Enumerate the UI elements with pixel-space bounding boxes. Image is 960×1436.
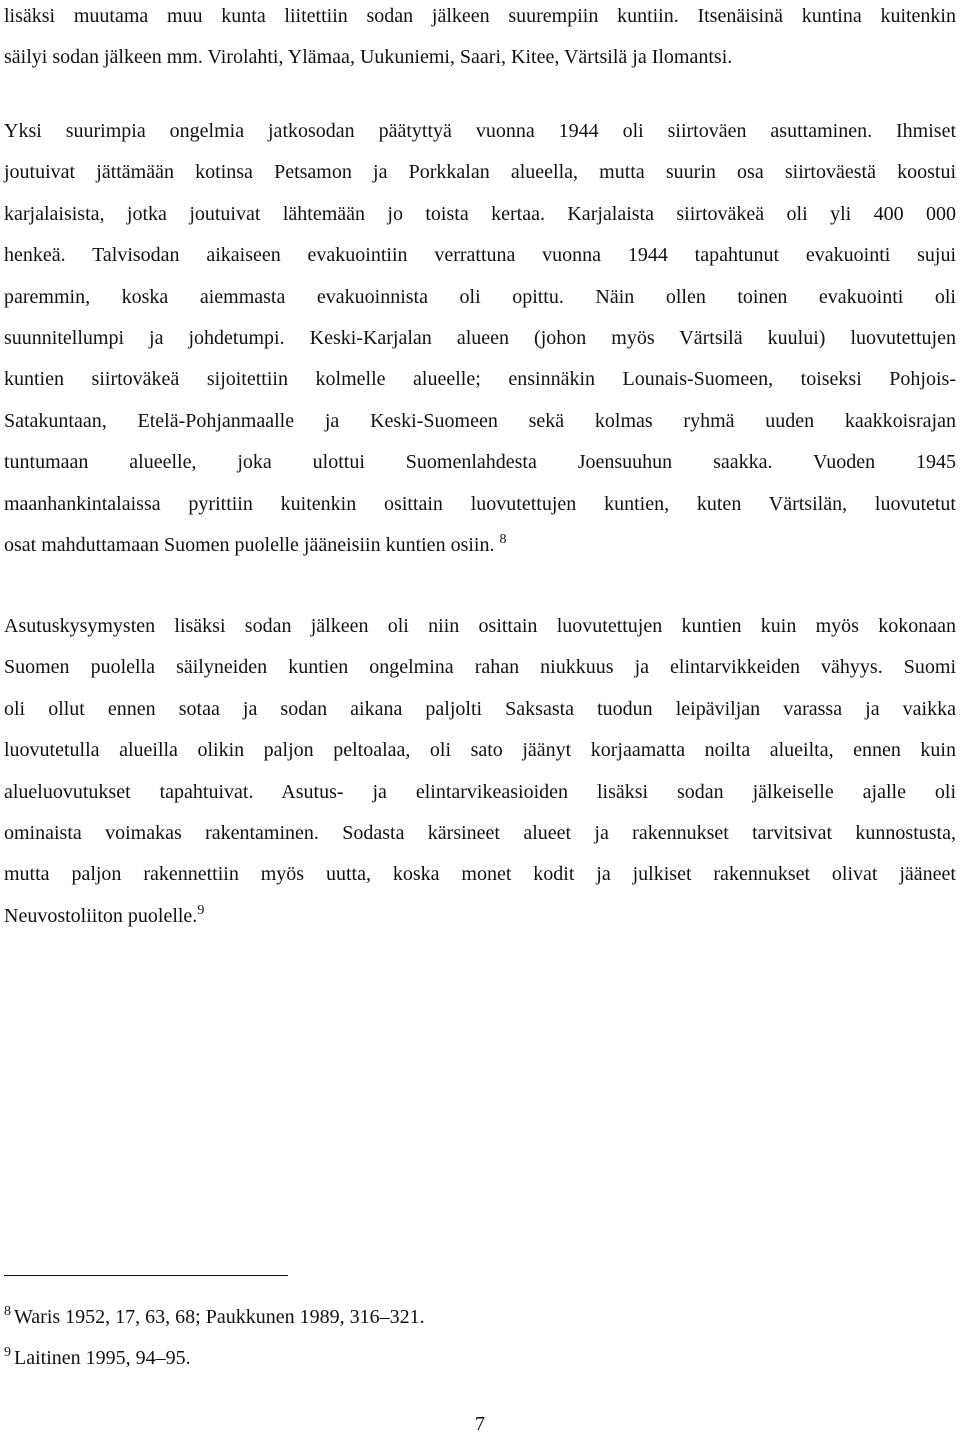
text-line: suunnitellumpi ja johdetumpi. Keski-Karjalan alueen (johon myös Värtsilä kuului) luovutettujen <box>4 326 956 349</box>
text-line: Yksi suurimpia ongelmia jatkosodan päätyttyä vuonna 1944 oli siirtoväen asuttaminen. Ihmiset <box>4 120 956 142</box>
footnote-text: Waris 1952, 17, 63, 68; Paukkunen 1989, 316–321. <box>14 1306 425 1328</box>
footnote-text: Laitinen 1995, 94–95. <box>14 1347 191 1369</box>
footnote-separator <box>4 1275 288 1276</box>
footnote-number: 9 <box>4 1345 11 1360</box>
text-line: maanhankintalaissa pyrittiin kuitenkin osittain luovutettujen kuntien, kuten Värtsilän, luovutetut <box>4 492 956 515</box>
text-line: mutta paljon rakennettiin myös uutta, koska monet kodit ja julkiset rakennukset olivat jääneet <box>4 863 956 886</box>
text-line: henkeä. Talvisodan aikaiseen evakuointiin verrattuna vuonna 1944 tapahtunut evakuointi sujui <box>4 244 956 267</box>
text-line: joutuivat jättämään kotinsa Petsamon ja Porkkalan alueella, mutta suurin osa siirtoväestä koostui <box>4 161 956 184</box>
text-line: alueluovutukset tapahtuivat. Asutus- ja elintarvikeasioiden lisäksi sodan jälkeiselle ajalle oli <box>4 780 956 803</box>
text-line-last <box>4 896 956 937</box>
text-line: kuntien siirtoväkeä sijoitettiin kolmelle alueelle; ensinnäkin Lounais-Suomeen, toiseksi Pohjois- <box>4 368 956 391</box>
footnote-reference[interactable]: 9 <box>197 902 205 918</box>
text-line: lisäksi muutama muu kunta liitettiin sodan jälkeen suurempiin kuntiin. Itsenäisinä kuntina kuitenkin <box>4 5 956 27</box>
text-line: Satakuntaan, Etelä-Pohjanmaalle ja Keski-Suomeen sekä kolmas ryhmä uuden kaakkoisrajan <box>4 409 956 432</box>
text-line: luovutetulla alueilla olikin paljon peltoalaa, oli sato jäänyt korjaamatta noilta alueilta, ennen kuin <box>4 739 956 762</box>
text-line: tuntumaan alueelle, joka ulottui Suomenlahdesta Joensuuhun saakka. Vuoden 1945 <box>4 451 956 474</box>
paragraph-3 <box>4 606 956 937</box>
text-line: Suomen puolella säilyneiden kuntien ongelmina rahan niukkuus ja elintarvikkeiden vähyys. Suomi <box>4 656 956 679</box>
footnote-9 <box>4 1345 191 1371</box>
text-line: Asutuskysymysten lisäksi sodan jälkeen oli niin osittain luovutettujen kuntien kuin myös kokonaan <box>4 615 956 637</box>
text-line: oli ollut ennen sotaa ja sodan aikana paljolti Saksasta tuodun leipäviljan varassa ja vaikka <box>4 697 956 720</box>
paragraph-2 <box>4 111 956 566</box>
text-line: ominaista voimakas rakentaminen. Sodasta kärsineet alueet ja rakennukset tarvitsivat kunnostusta, <box>4 821 956 844</box>
page-number: 7 <box>475 1413 485 1435</box>
text-line-last <box>4 525 956 566</box>
text-line: osat mahduttamaan Suomen puolelle jääneisiin kuntien osiin. <box>4 533 495 556</box>
text-line: karjalaisista, jotka joutuivat lähtemään jo toista kertaa. Karjalaista siirtoväkeä oli yli 400 000 <box>4 202 956 225</box>
text-line: paremmin, koska aiemmasta evakuoinnista oli opittu. Näin ollen toinen evakuointi oli <box>4 285 956 308</box>
paragraph-1 <box>4 0 956 79</box>
text-line: Neuvostoliiton puolelle. <box>4 904 198 927</box>
footnote-reference[interactable]: 8 <box>499 531 507 547</box>
text-line: säilyi sodan jälkeen mm. Virolahti, Ylämaa, Uukuniemi, Saari, Kitee, Värtsilä ja Ilomantsi. <box>4 46 733 69</box>
footnote-number: 8 <box>4 1304 11 1319</box>
footnote-8 <box>4 1304 425 1330</box>
